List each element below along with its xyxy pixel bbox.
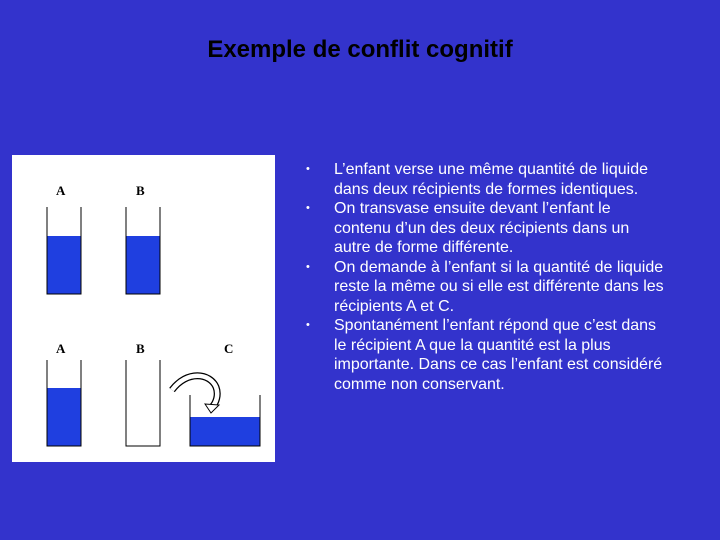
label-top-b: B <box>136 183 145 198</box>
bullet-text: On transvase ensuite devant l’enfant le contenu d’un des deux récipients dans un autre de forme différente. <box>334 200 630 256</box>
slide-title: Exemple de conflit cognitif <box>207 36 513 63</box>
list-item <box>306 160 666 199</box>
bullet-marker: • <box>306 202 310 214</box>
container-top-a <box>47 207 81 294</box>
bullet-text: On demande à l’enfant si la quantité de liquide reste la même ou si elle est différente dans les récipients A et C. <box>334 258 664 315</box>
container-bottom-a <box>47 360 81 446</box>
list-item <box>306 258 666 317</box>
container-bottom-c <box>190 395 260 446</box>
pour-arrow-icon <box>172 376 219 413</box>
list-item <box>306 316 666 394</box>
bullet-text: L’enfant verse une même quantité de liquide dans deux récipients de formes identiques. <box>334 161 648 198</box>
label-top-a: A <box>56 183 66 198</box>
list-item <box>306 199 666 258</box>
bullet-marker: • <box>306 163 310 175</box>
conservation-figure <box>12 155 275 462</box>
label-bottom-c: C <box>224 341 234 356</box>
bullet-marker: • <box>306 319 310 331</box>
container-bottom-b <box>126 360 160 446</box>
label-bottom-a: A <box>56 341 66 356</box>
label-bottom-b: B <box>136 341 145 356</box>
containers-illustration <box>12 155 275 462</box>
explanation-list <box>306 160 666 394</box>
bullet-text: Spontanément l’enfant répond que c’est dans le récipient A que la quantité est la plus importante. Dans ce cas l’enfant est considéré comme non conservant. <box>334 317 663 393</box>
bullet-marker: • <box>306 260 310 273</box>
container-top-b <box>126 207 160 294</box>
